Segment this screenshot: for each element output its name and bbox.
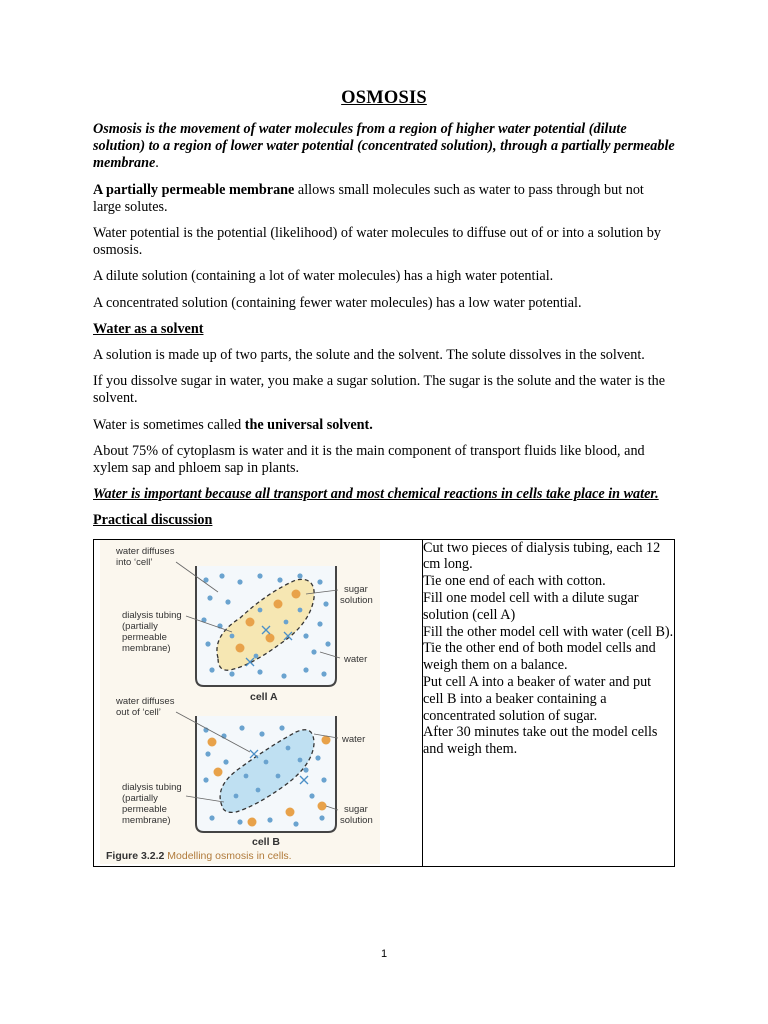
definition-text: Osmosis is the movement of water molecules from a region of higher water potential (dilute solution) to a region of lower water potential (concentrated solution), through a partially permeable membrane — [93, 121, 675, 172]
sugar-paragraph: If you dissolve sugar in water, you make a sugar solution. The sugar is the solute and the water is the solvent. — [93, 373, 666, 407]
label-water-into: water diffuses — [116, 545, 175, 557]
steps-cell — [423, 539, 675, 866]
cell-a-label: cell A — [250, 690, 278, 703]
label-tubing-a2: (partially — [122, 620, 158, 632]
cell-b-label: cell B — [252, 835, 281, 848]
label-tubing-a1: dialysis tubing — [122, 609, 182, 621]
step-5: Tie the other end of both model cells and weigh them on a balance. — [423, 640, 656, 674]
label-tubing-b3: permeable — [122, 803, 167, 815]
membrane-paragraph — [93, 182, 675, 216]
figure-caption — [106, 850, 292, 862]
water-potential-paragraph: Water potential is the potential (likelihood) of water molecules to diffuse out of or into a solution by osmosis. — [93, 225, 661, 259]
page-title: OSMOSIS — [341, 88, 427, 108]
figure-cell — [94, 539, 423, 866]
universal-solvent-paragraph — [93, 417, 675, 434]
importance-statement: Water is important because all transport and most chemical reactions in cells take place in water. — [93, 486, 659, 503]
membrane-term: A partially permeable membrane — [93, 181, 295, 198]
solution-paragraph: A solution is made up of two parts, the solute and the solvent. The solute dissolves in the solvent. — [93, 347, 645, 364]
label-sugar-b2: solution — [340, 814, 373, 826]
label-tubing-b1: dialysis tubing — [122, 781, 182, 793]
label-tubing-a3: permeable — [122, 631, 167, 643]
label-out-of-cell: out of ‘cell’ — [116, 706, 161, 718]
label-tubing-b2: (partially — [122, 792, 158, 804]
label-sugar-b1: sugar — [344, 803, 368, 815]
cytoplasm-paragraph: About 75% of cytoplasm is water and it is the main component of transport fluids like blood, and xylem sap and phloem sap in plants. — [93, 442, 645, 477]
osmosis-definition — [93, 121, 675, 173]
step-7: After 30 minutes take out the model cells and weigh them. — [423, 724, 658, 758]
label-water-b: water — [342, 733, 366, 745]
label-tubing-a4: membrane) — [122, 642, 171, 654]
universal-solvent-start: Water is sometimes called — [93, 416, 245, 433]
document-page — [93, 88, 675, 867]
dilute-paragraph: A dilute solution (containing a lot of water molecules) has a high water potential. — [93, 268, 554, 285]
label-into-cell: into ‘cell’ — [116, 556, 153, 568]
label-sugar-a1: sugar — [344, 583, 368, 595]
universal-solvent-bold: the universal solvent. — [244, 416, 373, 433]
solvent-heading: Water as a solvent — [93, 320, 204, 337]
concentrated-paragraph: A concentrated solution (containing fewer water molecules) has a low water potential. — [93, 294, 582, 311]
label-tubing-b4: membrane) — [122, 814, 171, 826]
step-3: Fill one model cell with a dilute sugar solution (cell A) — [423, 590, 639, 623]
step-6: Put cell A into a beaker of water and put cell B into a beaker containing a concentrated solution of sugar. — [423, 674, 652, 724]
practical-table — [93, 539, 675, 867]
practical-heading: Practical discussion — [93, 512, 213, 529]
definition-end: . — [155, 155, 159, 172]
caption-text: Modelling osmosis in cells. — [164, 849, 292, 862]
step-4: Fill the other model cell with water (cell B). — [423, 623, 674, 640]
step-2: Tie one end of each with cotton. — [423, 573, 606, 590]
label-water-out: water diffuses — [116, 695, 175, 707]
label-water-a: water — [344, 653, 368, 665]
page-number: 1 — [380, 948, 388, 960]
membrane-rest: allows small molecules such as water to pass through but not large solutes. — [93, 181, 644, 215]
step-1: Cut two pieces of dialysis tubing, each 12 cm long. — [423, 539, 661, 573]
osmosis-figure — [100, 540, 380, 864]
caption-number: Figure 3.2.2 — [106, 849, 165, 862]
label-sugar-a2: solution — [340, 594, 373, 606]
